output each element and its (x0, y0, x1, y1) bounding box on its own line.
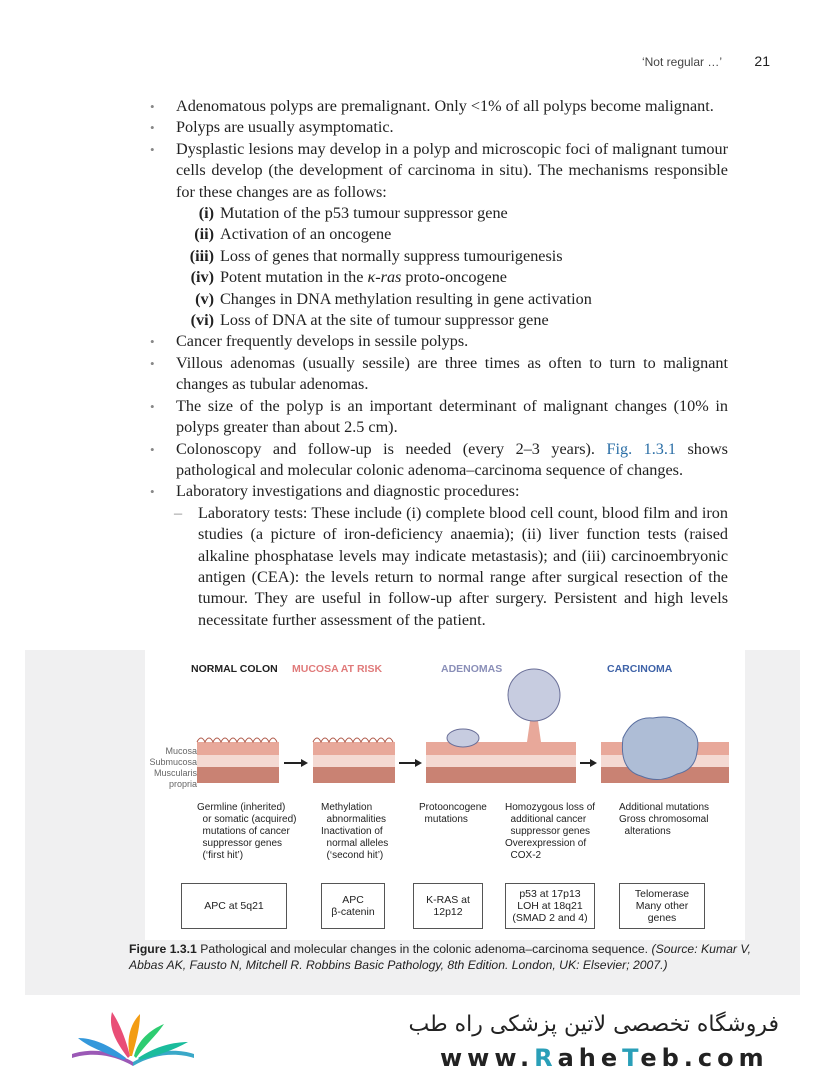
mechanism-number: (iii) (189, 246, 214, 265)
mechanism-text: Mutation of the p53 tumour suppressor gene (220, 204, 508, 223)
bullet-item: • The size of the polyp is an important determinant of malignant changes (10% in polyps greater than about 2.5 cm). (150, 396, 728, 439)
layer-label-muscularis: Muscularis (153, 768, 197, 778)
bullet-item: • Villous adenomas (usually sessile) are three times as often to turn to malignant changes as tubular adenomas. (150, 353, 728, 396)
stage-mucosa-at-risk: MUCOSA AT RISK (292, 663, 383, 675)
colon-sequence-diagram (145, 650, 745, 800)
body-text (150, 96, 728, 631)
layer-label-propria: propria (168, 779, 197, 789)
mechanism-number: (v) (195, 289, 214, 308)
gene-box-apc: APC at 5q21 (181, 883, 287, 929)
figure-caption (129, 941, 751, 973)
book-logo-icon (68, 1010, 198, 1068)
figure-panel (25, 650, 800, 995)
page-header (0, 53, 770, 73)
mechanism-number: (iv) (190, 268, 214, 287)
tissue-normal (197, 738, 279, 783)
footer-store-name: فروشگاه تخصصی لاتین پزشکی راه طب (408, 1012, 779, 1037)
description-adenoma-2: Homozygous loss of additional cancer suppressor genes Overexpression of COX-2 (505, 802, 596, 861)
mechanism-item (176, 224, 728, 245)
stage-adenomas: ADENOMAS (441, 663, 503, 675)
url-part: R (534, 1044, 558, 1072)
url-part: ahe (557, 1044, 623, 1072)
page-number: 21 (754, 53, 770, 69)
bullet-item: • Adenomatous polyps are premalignant. Only <1% of all polyps become malignant. (150, 96, 728, 117)
stage-normal-colon: NORMAL COLON (191, 663, 278, 675)
mechanism-list (176, 203, 728, 331)
layer-label-mucosa: Mucosa (165, 746, 197, 756)
footer-url[interactable] (440, 1044, 769, 1072)
url-part: T (622, 1044, 641, 1072)
mechanism-item (176, 203, 728, 224)
bullet-item (150, 439, 728, 482)
mechanism-item (176, 246, 728, 267)
lab-tests-item: – Laboratory tests: These include (i) complete blood cell count, blood film and iron studies (a picture of iron-deficiency anaemia); (ii) liver function tests (raised alkaline phosphatase levels may indicate metastasis); and (iii) carcinoembryonic antigen (CEA): the levels return to normal range after surgical resection of the tumour. They are useful in follow-up after surgery. Persistent and high levels necessitate further assessment of the patient. (150, 503, 728, 631)
figure-illustration (145, 650, 745, 940)
mechanism-text: Changes in DNA methylation resulting in gene activation (220, 289, 592, 308)
figure-caption-source: (Source: Kumar V, Abbas AK, Fausto N, Mitchell R. Robbins Basic Pathology, 8th Edition. London, UK: Elsevier; 2007.) (129, 942, 752, 972)
mechanism-number: (vi) (190, 311, 214, 330)
mechanism-text: Loss of genes that normally suppress tumourigenesis (220, 246, 563, 265)
mechanism-text: Loss of DNA at the site of tumour suppressor gene (220, 311, 549, 330)
mechanism-number: (i) (198, 204, 214, 223)
bullet-text: Dysplastic lesions may develop in a polyp and microscopic foci of malignant tumour cells develop (the development of carcinoma in situ). The mechanisms responsible for these changes are as follows: (176, 139, 728, 201)
bullet-item (150, 139, 728, 332)
mechanism-item (176, 267, 728, 288)
tissue-carcinoma (601, 717, 729, 783)
mechanism-text: proto-oncogene (401, 268, 507, 287)
bullet-item (150, 481, 728, 631)
bullet-item: • Cancer frequently develops in sessile polyps. (150, 331, 728, 352)
gene-box-telomerase: Telomerase Many other genes (619, 883, 705, 929)
bullet-item: • Polyps are usually asymptomatic. (150, 117, 728, 138)
arrow-2-head (415, 759, 422, 767)
description-adenoma-1: Protooncogene mutations (419, 802, 487, 825)
tissue-at-risk (313, 738, 395, 783)
figure-caption-text: Pathological and molecular changes in the colonic adenoma–carcinoma sequence. (200, 942, 649, 956)
arrow-3-head (590, 759, 597, 767)
gene-box-kras: K-RAS at 12p12 (413, 883, 483, 929)
bullet-text: shows pathological and molecular colonic adenoma–carcinoma sequence of changes. (176, 439, 728, 479)
stage-carcinoma: CARCINOMA (607, 663, 673, 675)
mechanism-number: (ii) (194, 225, 214, 244)
bullet-text: Laboratory investigations and diagnostic procedures: (176, 482, 520, 501)
gene-name: κ-ras (367, 268, 402, 287)
description-carcinoma: Additional mutations Gross chromosomal alterations (619, 802, 710, 837)
arrow-1-head (301, 759, 308, 767)
mechanism-text: Potent mutation in the (220, 268, 368, 287)
description-at-risk: Methylation abnormalities Inactivation of normal alleles (‘second hit’) (321, 802, 389, 861)
figure-caption-label: Figure 1.3.1 (129, 942, 197, 956)
gene-box-apc-catenin: APC β-catenin (321, 883, 385, 929)
bullet-list (150, 96, 728, 631)
url-part: www. (440, 1044, 535, 1072)
url-part: eb.com (640, 1044, 769, 1072)
layer-label-submucosa: Submucosa (149, 757, 197, 767)
description-normal: Germline (inherited) or somatic (acquired) mutations of cancer suppressor genes (‘first hit’) (197, 802, 297, 861)
gene-box-p53: p53 at 17p13 LOH at 18q21 (SMAD 2 and 4) (505, 883, 595, 929)
tissue-adenoma (426, 669, 576, 783)
mechanism-text: Activation of an oncogene (220, 225, 392, 244)
running-title: ‘Not regular …’ (641, 55, 722, 69)
mechanism-item (176, 289, 728, 310)
mechanism-item (176, 310, 728, 331)
bullet-text: Colonoscopy and follow-up is needed (every 2–3 years). (176, 439, 607, 458)
figure-link[interactable]: Fig. 1.3.1 (606, 439, 676, 458)
